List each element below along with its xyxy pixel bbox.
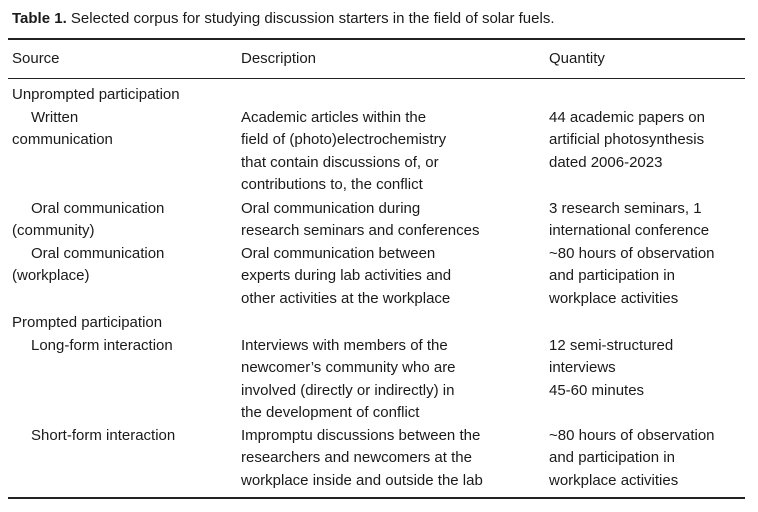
source-line: Oral communication xyxy=(31,200,165,217)
quantity-line: interviews xyxy=(549,359,616,377)
table-caption-label: Table 1. xyxy=(12,10,67,27)
table-header-rule xyxy=(8,78,745,79)
row-source-oral-community xyxy=(12,198,164,243)
header-quantity: Quantity xyxy=(549,50,605,67)
quantity-line: ~80 hours of observation xyxy=(549,427,715,444)
source-line: Oral communication xyxy=(31,245,165,262)
source-line: Short-form interaction xyxy=(31,427,176,444)
quantity-line: artificial photosynthesis xyxy=(549,131,705,149)
row-description-long-form xyxy=(241,335,541,425)
description-line: the development of conflict xyxy=(241,404,420,422)
description-line: workplace inside and outside the lab xyxy=(241,471,483,489)
description-line: Academic articles within the xyxy=(241,109,427,126)
header-description: Description xyxy=(241,50,317,67)
row-source-oral-workplace xyxy=(12,243,164,288)
quantity-line: international conference xyxy=(549,222,710,240)
description-line: Impromptu discussions between the xyxy=(241,427,481,444)
table-caption xyxy=(12,10,555,27)
description-line: contributions to, the conflict xyxy=(241,176,423,194)
table-top-rule xyxy=(8,38,745,40)
row-description-written xyxy=(241,107,541,197)
row-source-written xyxy=(12,107,113,152)
quantity-line: ~80 hours of observation xyxy=(549,245,715,262)
description-line: Interviews with members of the xyxy=(241,337,448,354)
source-line: Written xyxy=(31,109,79,126)
quantity-line: workplace activities xyxy=(549,289,679,307)
header-source: Source xyxy=(12,50,60,67)
quantity-line: 44 academic papers on xyxy=(549,109,705,126)
quantity-line: and participation in xyxy=(549,449,675,467)
row-description-short-form xyxy=(241,425,541,492)
description-line: field of (photo)electrochemistry xyxy=(241,131,447,149)
row-source-short-form xyxy=(31,425,175,447)
quantity-line: 3 research seminars, 1 xyxy=(549,200,702,217)
description-line: that contain discussions of, or xyxy=(241,153,439,171)
source-line: Long-form interaction xyxy=(31,337,173,354)
quantity-line: workplace activities xyxy=(549,471,679,489)
description-line: Oral communication between xyxy=(241,245,436,262)
row-description-oral-workplace xyxy=(241,243,541,310)
quantity-line: 45-60 minutes xyxy=(549,381,645,399)
source-line: communication xyxy=(12,131,113,149)
description-line: Oral communication during xyxy=(241,200,421,217)
description-line: researchers and newcomers at the xyxy=(241,449,472,467)
source-line: (community) xyxy=(12,222,95,240)
group-title-prompted: Prompted participation xyxy=(12,314,163,331)
description-line: other activities at the workplace xyxy=(241,289,451,307)
row-description-oral-community xyxy=(241,198,541,243)
table-caption-text: Selected corpus for studying discussion starters in the field of solar fuels. xyxy=(70,10,555,27)
quantity-line: dated 2006-2023 xyxy=(549,153,663,171)
description-line: newcomer’s community who are xyxy=(241,359,456,377)
row-quantity-long-form xyxy=(549,335,749,402)
group-title-unprompted: Unprompted participation xyxy=(12,86,180,103)
quantity-line: and participation in xyxy=(549,267,675,285)
row-quantity-short-form xyxy=(549,425,749,492)
row-quantity-written xyxy=(549,107,749,174)
row-quantity-oral-community xyxy=(549,198,749,243)
description-line: research seminars and conferences xyxy=(241,222,480,240)
quantity-line: 12 semi-structured xyxy=(549,337,674,354)
table-bottom-rule xyxy=(8,497,745,499)
description-line: involved (directly or indirectly) in xyxy=(241,381,455,399)
description-line: experts during lab activities and xyxy=(241,267,452,285)
row-source-long-form xyxy=(31,335,173,357)
row-quantity-oral-workplace xyxy=(549,243,749,310)
source-line: (workplace) xyxy=(12,267,90,285)
